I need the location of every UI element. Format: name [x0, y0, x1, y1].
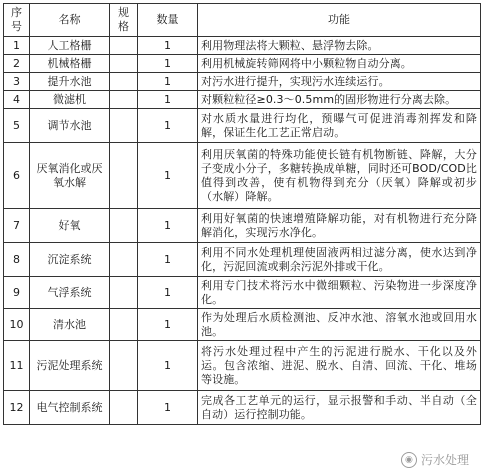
- header-number: 序号: [4, 4, 30, 37]
- row-spec: [110, 309, 138, 341]
- row-quantity: 1: [138, 309, 198, 341]
- table-row: [4, 143, 481, 209]
- table-row: [4, 277, 481, 309]
- row-quantity: 1: [138, 391, 198, 425]
- row-function: 利用物理法将大颗粒、悬浮物去除。: [198, 37, 481, 55]
- table-row: [4, 37, 481, 55]
- row-name: 人工格栅: [30, 37, 110, 55]
- row-spec: [110, 143, 138, 209]
- table-row: [4, 243, 481, 277]
- watermark: [401, 451, 469, 468]
- row-spec: [110, 277, 138, 309]
- row-function: 利用机械旋转筛网将中小颗粒物自动分离。: [198, 55, 481, 73]
- row-name: 提升水池: [30, 73, 110, 91]
- row-function: 对污水进行提升，实现污水连续运行。: [198, 73, 481, 91]
- row-number: 10: [4, 309, 30, 341]
- table-row: [4, 209, 481, 243]
- row-spec: [110, 55, 138, 73]
- row-name: 厌氧消化或厌氧水解: [30, 143, 110, 209]
- row-name: 电气控制系统: [30, 391, 110, 425]
- header-name: 名称: [30, 4, 110, 37]
- row-number: 6: [4, 143, 30, 209]
- row-spec: [110, 243, 138, 277]
- row-number: 1: [4, 37, 30, 55]
- row-quantity: 1: [138, 109, 198, 143]
- table-row: [4, 309, 481, 341]
- row-name: 沉淀系统: [30, 243, 110, 277]
- row-spec: [110, 209, 138, 243]
- row-spec: [110, 341, 138, 391]
- row-spec: [110, 391, 138, 425]
- row-function: 对颗粒粒径≥0.3～0.5mm的固形物进行分离去除。: [198, 91, 481, 109]
- header-function: 功能: [198, 4, 481, 37]
- row-function: 利用厌氧菌的特殊功能使长链有机物断链、降解，大分子变成小分子，多糖转换成单糖，同时还可BOD/COD比值得到改善，使有机物得到充分（厌氧）降解或初步（水解）降解。: [198, 143, 481, 209]
- row-name: 好氧: [30, 209, 110, 243]
- row-spec: [110, 91, 138, 109]
- row-spec: [110, 37, 138, 55]
- equipment-table: [3, 3, 481, 425]
- row-function: 利用专门技术将污水中微细颗粒、污染物进一步深度净化。: [198, 277, 481, 309]
- row-function: 对水质水量进行均化，预曝气可促进消毒剂挥发和降解，保证生化工艺正常启动。: [198, 109, 481, 143]
- table-row: [4, 91, 481, 109]
- row-quantity: 1: [138, 243, 198, 277]
- row-function: 利用好氧菌的快速增殖降解功能，对有机物进行充分降解消化，实现污水净化。: [198, 209, 481, 243]
- row-number: 9: [4, 277, 30, 309]
- row-quantity: 1: [138, 209, 198, 243]
- row-number: 2: [4, 55, 30, 73]
- row-number: 11: [4, 341, 30, 391]
- row-number: 4: [4, 91, 30, 109]
- row-name: 气浮系统: [30, 277, 110, 309]
- row-number: 5: [4, 109, 30, 143]
- row-spec: [110, 73, 138, 91]
- row-number: 8: [4, 243, 30, 277]
- row-function: 作为处理后水质检测池、反冲水池、溶氧水池或回用水池。: [198, 309, 481, 341]
- table-header-row: [4, 4, 481, 37]
- row-quantity: 1: [138, 37, 198, 55]
- table-row: [4, 109, 481, 143]
- row-quantity: 1: [138, 91, 198, 109]
- row-function: 完成各工艺单元的运行，显示报警和手动、半自动（全自动）运行控制功能。: [198, 391, 481, 425]
- wechat-logo-icon: ◉: [401, 452, 417, 468]
- row-function: 利用不同水处理机理使固液两相过滤分离，使水达到净化，污泥回流或剩余污泥外排或干化。: [198, 243, 481, 277]
- table-row: [4, 391, 481, 425]
- table-row: [4, 55, 481, 73]
- row-name: 清水池: [30, 309, 110, 341]
- row-number: 12: [4, 391, 30, 425]
- row-name: 调节水池: [30, 109, 110, 143]
- row-number: 3: [4, 73, 30, 91]
- row-quantity: 1: [138, 73, 198, 91]
- row-name: 微滤机: [30, 91, 110, 109]
- row-name: 机械格栅: [30, 55, 110, 73]
- row-function: 将污水处理过程中产生的污泥进行脱水、干化以及外运。包含浓缩、进泥、脱水、自清、回流、干化、堆场等设施。: [198, 341, 481, 391]
- row-quantity: 1: [138, 55, 198, 73]
- table-row: [4, 73, 481, 91]
- row-name: 污泥处理系统: [30, 341, 110, 391]
- row-quantity: 1: [138, 143, 198, 209]
- header-spec: 规格: [110, 4, 138, 37]
- watermark-text: 污水处理: [420, 453, 469, 467]
- row-quantity: 1: [138, 341, 198, 391]
- table-row: [4, 341, 481, 391]
- header-quantity: 数量: [138, 4, 198, 37]
- row-number: 7: [4, 209, 30, 243]
- row-quantity: 1: [138, 277, 198, 309]
- row-spec: [110, 109, 138, 143]
